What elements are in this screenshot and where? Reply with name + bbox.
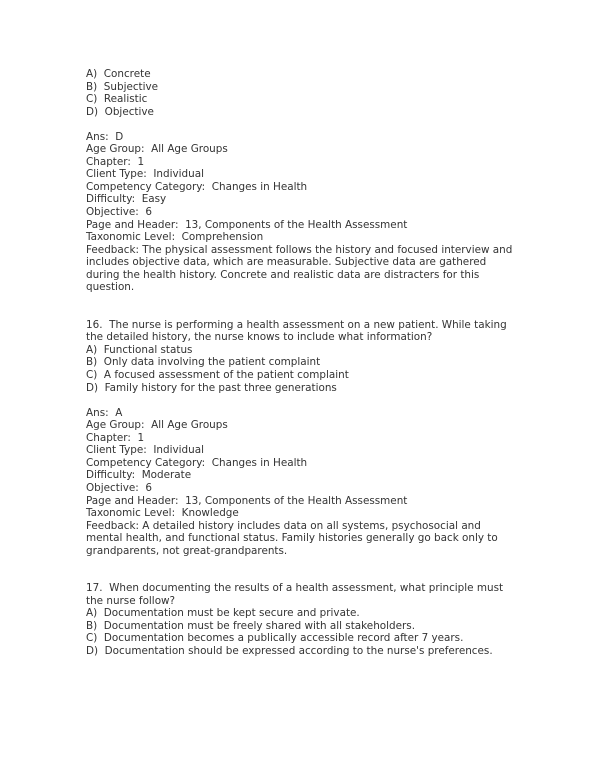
document-body (86, 68, 516, 658)
option-row: C) A focused assessment of the patient complaint (86, 369, 349, 382)
answer-block-q15 (86, 131, 516, 294)
question-block-q17 (86, 582, 516, 657)
meta-difficulty: Difficulty: Moderate (86, 469, 192, 482)
option-row: A) Concrete (86, 68, 151, 80)
meta-page-and-header: Page and Header: 13, Components of the Health Assessment (86, 494, 408, 507)
option-row: A) Documentation must be kept secure and private. (86, 607, 360, 620)
meta-competency-category: Competency Category: Changes in Health (86, 180, 308, 193)
option-row: B) Subjective (86, 80, 159, 93)
question-stem: 16. The nurse is performing a health assessment on a new patient. While taking the detailed history, the nurse knows to include what information? (86, 318, 510, 344)
meta-chapter: Chapter: 1 (86, 431, 145, 444)
option-row: B) Documentation must be freely shared with all stakeholders. (86, 619, 415, 632)
meta-answer: Ans: A (86, 406, 123, 419)
block-spacer (86, 394, 516, 407)
option-row: D) Family history for the past three generations (86, 381, 337, 394)
meta-chapter: Chapter: 1 (86, 155, 145, 168)
meta-objective: Objective: 6 (86, 206, 152, 219)
meta-objective: Objective: 6 (86, 481, 152, 494)
option-row: C) Realistic (86, 93, 148, 106)
question-options-q15 (86, 68, 516, 118)
meta-age-group: Age Group: All Age Groups (86, 419, 228, 432)
meta-answer: Ans: D (86, 130, 124, 143)
block-spacer (86, 294, 516, 319)
meta-client-type: Client Type: Individual (86, 444, 204, 457)
block-spacer (86, 118, 516, 131)
option-row: B) Only data involving the patient complaint (86, 356, 321, 369)
question-stem: 17. When documenting the results of a health assessment, what principle must the nurse follow? (86, 582, 507, 607)
question-block-q16 (86, 319, 516, 394)
meta-page-and-header: Page and Header: 13, Components of the Health Assessment (86, 218, 408, 231)
meta-client-type: Client Type: Individual (86, 168, 204, 181)
feedback-text: Feedback: The physical assessment follows the history and focused interview and includes objective data, which are measurable. Subjective data are gathered during the health history. Concrete and realistic data are distracters for this question. (86, 243, 513, 294)
meta-competency-category: Competency Category: Changes in Health (86, 456, 308, 469)
option-row: D) Objective (86, 105, 154, 118)
option-row: C) Documentation becomes a publically accessible record after 7 years. (86, 632, 464, 645)
option-row: D) Documentation should be expressed according to the nurse's preferences. (86, 644, 493, 657)
meta-age-group: Age Group: All Age Groups (86, 143, 228, 156)
meta-difficulty: Difficulty: Easy (86, 193, 167, 206)
meta-taxonomic-level: Taxonomic Level: Knowledge (86, 507, 239, 520)
meta-taxonomic-level: Taxonomic Level: Comprehension (86, 231, 264, 244)
option-row: A) Functional status (86, 343, 193, 356)
block-spacer (86, 557, 516, 582)
feedback-text: Feedback: A detailed history includes data on all systems, psychosocial and mental health, and functional status. Family histories generally go back only to grandparents, not great-grandparents. (86, 519, 498, 557)
answer-block-q16 (86, 407, 516, 558)
